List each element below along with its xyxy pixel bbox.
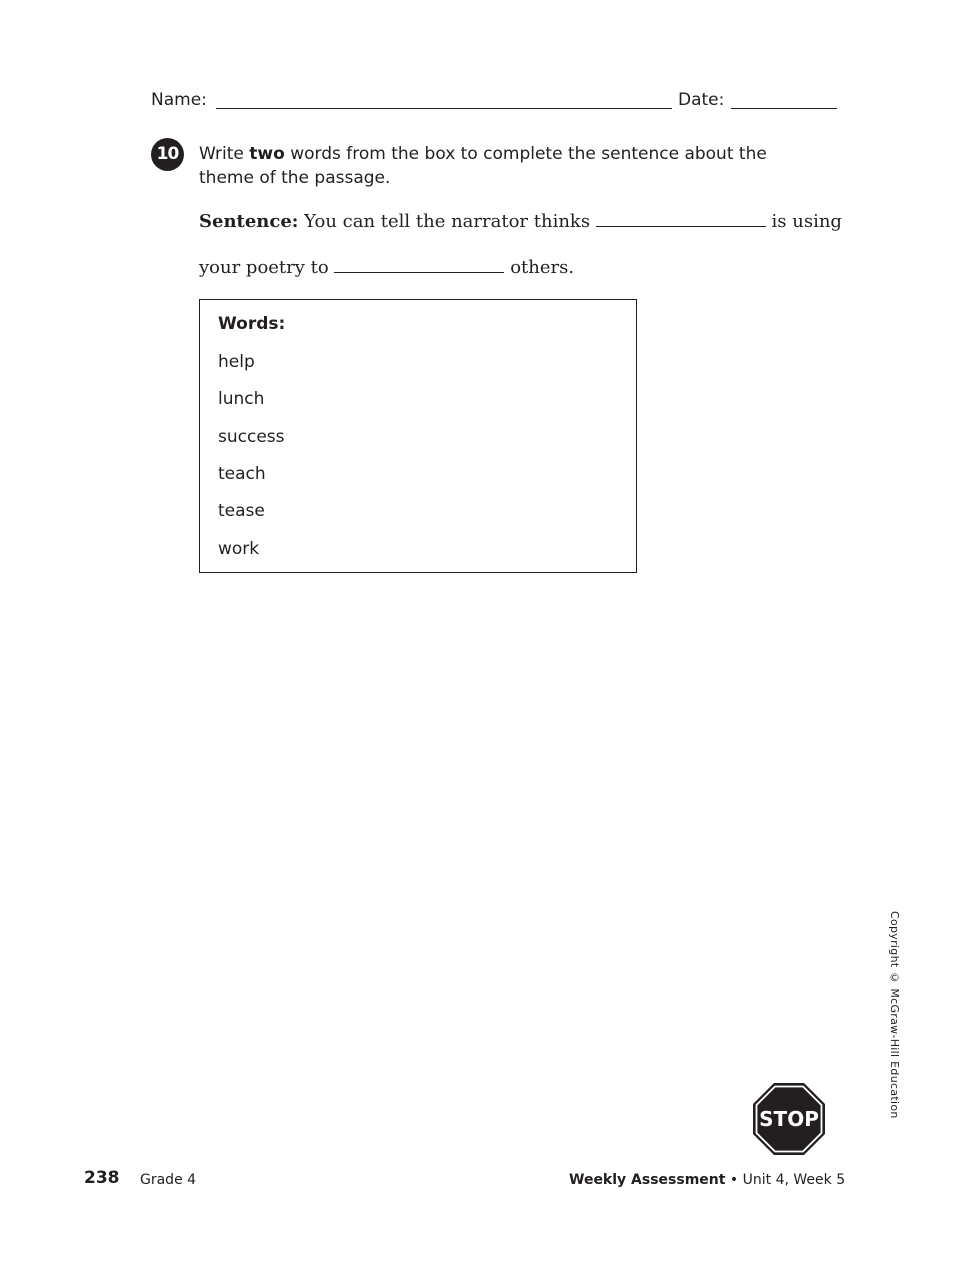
prompt-text-before: Write bbox=[199, 144, 250, 164]
word-item: help bbox=[218, 352, 255, 372]
prompt-text-bold: two bbox=[249, 144, 285, 164]
date-label: Date: bbox=[678, 90, 725, 110]
word-item: success bbox=[218, 427, 285, 447]
page-number: 238 bbox=[84, 1168, 120, 1188]
word-item: teach bbox=[218, 464, 266, 484]
word-item: work bbox=[218, 539, 260, 559]
assessment-footer bbox=[569, 1172, 845, 1188]
answer-blank-2[interactable] bbox=[334, 271, 504, 273]
sentence-part-3: your poetry to bbox=[199, 257, 335, 278]
assessment-title: Weekly Assessment bbox=[569, 1172, 726, 1188]
word-box-title: Words: bbox=[218, 314, 286, 334]
stop-sign-icon bbox=[752, 1082, 826, 1156]
name-field-line[interactable] bbox=[216, 108, 672, 109]
word-item: lunch bbox=[218, 389, 265, 409]
prompt-text-after: words from the box to complete the sentence about the theme of the passage. bbox=[199, 144, 767, 188]
sentence-part-4: others. bbox=[504, 257, 575, 278]
sentence-part-2: is using bbox=[765, 211, 842, 232]
name-label: Name: bbox=[151, 90, 207, 110]
sentence-label: Sentence: bbox=[199, 211, 299, 232]
unit-week-label: Unit 4, Week 5 bbox=[742, 1172, 846, 1188]
question-number-badge: 10 bbox=[151, 138, 184, 171]
copyright-notice: Copyright © McGraw-Hill Education bbox=[888, 911, 901, 1119]
word-item: tease bbox=[218, 501, 265, 521]
date-field-line[interactable] bbox=[731, 108, 837, 109]
word-box bbox=[199, 299, 637, 573]
answer-blank-1[interactable] bbox=[596, 225, 766, 227]
footer-separator: • bbox=[729, 1172, 739, 1188]
sentence-line-2 bbox=[199, 257, 574, 278]
stop-sign-label: STOP bbox=[759, 1107, 819, 1131]
sentence-part-1: You can tell the narrator thinks bbox=[298, 211, 596, 232]
sentence-line-1 bbox=[199, 211, 842, 232]
grade-label: Grade 4 bbox=[140, 1172, 197, 1188]
question-prompt bbox=[199, 142, 819, 190]
